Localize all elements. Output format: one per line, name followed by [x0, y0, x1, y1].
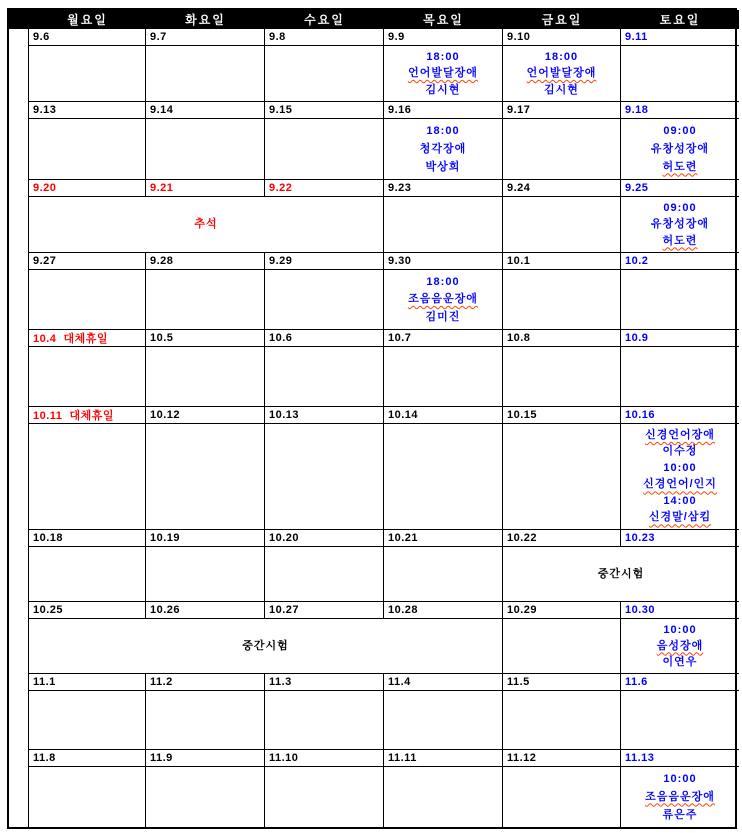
event-cell-empty[interactable] [265, 424, 384, 530]
date-cell[interactable] [265, 102, 384, 119]
date-cell[interactable] [503, 29, 621, 46]
event-cell-empty[interactable] [146, 547, 265, 602]
event-cell-class[interactable] [384, 270, 503, 330]
date-label: 10.25 [33, 604, 64, 616]
date-label: 10.5 [150, 332, 174, 344]
date-cell[interactable] [503, 530, 621, 547]
event-cell-empty[interactable] [146, 767, 265, 827]
date-label: 9.9 [388, 31, 405, 43]
date-cell[interactable] [29, 674, 146, 691]
date-cell[interactable] [503, 180, 621, 197]
header-day-monday: 월요일 [29, 10, 146, 29]
date-label: 9.29 [269, 255, 293, 267]
date-label: 10.19 [150, 532, 181, 544]
event-line: 18:00 [426, 275, 460, 288]
date-cell[interactable] [384, 750, 503, 767]
date-cell[interactable] [384, 602, 503, 619]
date-label: 9.20 [33, 182, 57, 194]
header-day-tuesday: 화요일 [146, 10, 265, 29]
date-cell[interactable] [384, 253, 503, 270]
date-label: 11.5 [507, 676, 530, 688]
date-label: 10.13 [269, 409, 300, 421]
date-label: 9.11 [625, 31, 648, 43]
date-label: 9.16 [388, 104, 412, 116]
date-cell[interactable] [146, 530, 265, 547]
date-cell[interactable] [384, 29, 503, 46]
date-label: 11.13 [625, 752, 655, 764]
date-cell[interactable] [384, 180, 503, 197]
date-label: 11.10 [269, 752, 299, 764]
event-line: 청각장애 [419, 142, 467, 155]
event-cell-empty[interactable] [503, 119, 621, 180]
date-cell[interactable] [29, 102, 146, 119]
date-cell[interactable] [503, 674, 621, 691]
date-cell[interactable] [503, 102, 621, 119]
event-cell-class[interactable] [621, 119, 739, 180]
date-cell[interactable] [265, 330, 384, 347]
event-cell-empty[interactable] [503, 619, 621, 674]
date-label: 9.30 [388, 255, 412, 267]
event-cell-empty[interactable] [29, 46, 146, 102]
date-label: 9.6 [33, 31, 50, 43]
event-cell-empty[interactable] [265, 691, 384, 750]
date-cell[interactable] [503, 602, 621, 619]
date-cell[interactable] [503, 407, 621, 424]
date-label: 10.2 [625, 255, 649, 267]
date-label: 9.21 [150, 182, 174, 194]
date-cell[interactable] [146, 750, 265, 767]
date-cell[interactable] [503, 253, 621, 270]
date-cell[interactable] [621, 330, 739, 347]
date-cell[interactable] [146, 29, 265, 46]
date-label: 10.4 대체휴일 [33, 333, 109, 345]
event-cell-class[interactable] [621, 767, 739, 827]
date-label: 9.25 [625, 182, 649, 194]
event-cell-empty[interactable] [384, 767, 503, 827]
event-cell-empty[interactable] [503, 347, 621, 407]
date-label: 10.12 [150, 409, 181, 421]
event-line: 조음음운장애 [408, 293, 478, 306]
event-cell-empty[interactable] [503, 767, 621, 827]
date-cell[interactable] [29, 530, 146, 547]
event-line: 14:00 [663, 494, 697, 507]
date-label: 10.22 [507, 532, 538, 544]
event-cell-empty[interactable] [146, 46, 265, 102]
event-cell-empty[interactable] [146, 119, 265, 180]
event-line: 유창성장애 [650, 142, 710, 155]
date-label: 11.1 [33, 676, 56, 688]
date-label: 9.14 [150, 104, 174, 116]
date-cell[interactable] [29, 180, 146, 197]
date-cell[interactable] [384, 407, 503, 424]
date-label: 9.18 [625, 104, 649, 116]
date-label: 11.3 [269, 676, 292, 688]
date-cell[interactable] [265, 602, 384, 619]
date-cell[interactable] [29, 602, 146, 619]
date-label: 9.22 [269, 182, 293, 194]
date-cell[interactable] [621, 253, 739, 270]
date-cell[interactable] [265, 674, 384, 691]
date-cell[interactable] [384, 102, 503, 119]
event-cell-empty[interactable] [29, 424, 146, 530]
event-cell-empty[interactable] [265, 347, 384, 407]
event-cell-exam[interactable] [503, 547, 739, 602]
date-label: 10.6 [269, 332, 293, 344]
event-cell-empty[interactable] [29, 347, 146, 407]
date-label: 9.27 [33, 255, 57, 267]
date-label: 10.9 [625, 332, 649, 344]
event-line: 김시현 [544, 83, 579, 96]
event-line: 추석 [194, 218, 218, 231]
event-line: 10:00 [663, 461, 697, 474]
date-label: 10.15 [507, 409, 538, 421]
date-label: 10.28 [388, 604, 419, 616]
date-label: 9.8 [269, 31, 286, 43]
event-cell-empty[interactable] [265, 46, 384, 102]
date-label: 10.30 [625, 604, 656, 616]
header-day-friday: 금요일 [503, 10, 621, 29]
date-cell[interactable] [621, 180, 739, 197]
date-cell[interactable] [621, 102, 739, 119]
date-label: 10.14 [388, 409, 419, 421]
date-cell[interactable] [29, 750, 146, 767]
event-cell-class[interactable] [621, 197, 739, 253]
event-line: 10:00 [663, 623, 697, 636]
date-label: 10.16 [625, 409, 656, 421]
event-line: 09:00 [663, 124, 697, 137]
date-label: 11.2 [150, 676, 173, 688]
header-day-wednesday: 수요일 [265, 10, 384, 29]
event-line: 18:00 [426, 50, 460, 63]
date-cell[interactable] [265, 750, 384, 767]
event-line: 유창성장애 [650, 218, 710, 231]
date-cell[interactable] [503, 750, 621, 767]
event-cell-empty[interactable] [265, 270, 384, 330]
event-line: 허도련 [662, 234, 698, 247]
event-cell-empty[interactable] [384, 197, 503, 253]
date-label: 10.20 [269, 532, 300, 544]
date-cell[interactable] [265, 530, 384, 547]
event-cell-class[interactable] [384, 119, 503, 180]
date-label: 9.23 [388, 182, 412, 194]
date-label: 11.9 [150, 752, 173, 764]
event-line: 조음음운장애 [645, 790, 715, 803]
date-cell[interactable] [621, 674, 739, 691]
date-label: 11.8 [33, 752, 56, 764]
event-cell-empty[interactable] [146, 347, 265, 407]
date-cell[interactable] [146, 602, 265, 619]
date-label: 9.13 [33, 104, 57, 116]
date-label: 9.15 [269, 104, 293, 116]
event-cell-class[interactable] [621, 424, 739, 530]
event-cell-empty[interactable] [29, 270, 146, 330]
date-cell[interactable] [146, 674, 265, 691]
date-label: 10.8 [507, 332, 531, 344]
event-cell-empty[interactable] [621, 46, 739, 102]
left-gutter-column [9, 29, 29, 827]
event-line: 음성장애 [656, 639, 704, 652]
event-line: 10:00 [663, 772, 697, 785]
date-label: 9.10 [507, 31, 531, 43]
event-cell-class[interactable] [621, 619, 739, 674]
event-line: 허도련 [662, 160, 698, 173]
event-cell-empty[interactable] [621, 270, 739, 330]
date-cell[interactable] [146, 180, 265, 197]
event-line: 김미진 [425, 310, 461, 323]
event-cell-empty[interactable] [265, 119, 384, 180]
date-cell[interactable] [265, 407, 384, 424]
event-cell-empty[interactable] [384, 424, 503, 530]
event-cell-exam[interactable] [29, 619, 503, 674]
event-cell-empty[interactable] [621, 691, 739, 750]
date-cell[interactable] [265, 180, 384, 197]
date-label: 10.26 [150, 604, 181, 616]
event-cell-empty[interactable] [503, 197, 621, 253]
event-line: 김시현 [425, 83, 461, 96]
date-label: 11.4 [388, 676, 411, 688]
date-cell[interactable] [146, 102, 265, 119]
event-cell-empty[interactable] [146, 424, 265, 530]
event-line: 언어발달장애 [526, 67, 597, 80]
event-cell-empty[interactable] [384, 547, 503, 602]
date-label: 9.28 [150, 255, 174, 267]
date-cell[interactable] [621, 407, 739, 424]
date-label: 10.11 대체휴일 [33, 410, 115, 422]
date-label: 10.18 [33, 532, 64, 544]
event-line: 박상희 [425, 160, 461, 173]
event-line: 09:00 [663, 201, 697, 214]
date-cell[interactable] [621, 750, 739, 767]
header-corner-cell [9, 10, 29, 29]
event-line: 18:00 [544, 50, 579, 63]
event-cell-empty[interactable] [29, 119, 146, 180]
event-cell-empty[interactable] [384, 347, 503, 407]
event-cell-empty[interactable] [265, 547, 384, 602]
event-cell-empty[interactable] [146, 691, 265, 750]
event-cell-empty[interactable] [146, 270, 265, 330]
event-line: 중간시험 [242, 639, 289, 652]
date-cell[interactable] [265, 253, 384, 270]
event-cell-empty[interactable] [503, 424, 621, 530]
date-cell[interactable] [384, 530, 503, 547]
date-cell[interactable] [384, 674, 503, 691]
event-line: 신경언어/인지 [643, 478, 717, 491]
date-cell[interactable] [621, 29, 739, 46]
date-label: 10.7 [388, 332, 412, 344]
date-label: 10.21 [388, 532, 419, 544]
event-cell-empty[interactable] [621, 347, 739, 407]
date-label: 9.17 [507, 104, 531, 116]
date-cell[interactable] [621, 530, 739, 547]
event-cell-empty[interactable] [29, 547, 146, 602]
event-line: 언어발달장애 [408, 67, 478, 80]
schedule-calendar-table [7, 8, 737, 829]
date-cell[interactable] [29, 29, 146, 46]
date-cell[interactable] [146, 407, 265, 424]
date-label: 10.1 [507, 255, 531, 267]
date-cell[interactable] [29, 330, 146, 347]
event-line: 류은주 [662, 808, 698, 821]
date-cell[interactable] [503, 330, 621, 347]
event-cell-class[interactable] [384, 46, 503, 102]
date-label: 9.7 [150, 31, 167, 43]
date-label: 11.11 [388, 752, 417, 764]
date-label: 9.24 [507, 182, 531, 194]
date-label: 10.29 [507, 604, 538, 616]
date-cell[interactable] [29, 253, 146, 270]
event-line: 이연우 [662, 655, 698, 668]
event-line: 18:00 [426, 124, 460, 137]
event-line: 신경말/삼킴 [648, 511, 712, 524]
event-cell-holiday[interactable] [29, 197, 384, 253]
event-cell-empty[interactable] [503, 270, 621, 330]
event-cell-empty[interactable] [29, 691, 146, 750]
header-day-saturday: 토요일 [621, 10, 739, 29]
header-day-thursday: 목요일 [384, 10, 503, 29]
date-label: 11.6 [625, 676, 648, 688]
event-cell-empty[interactable] [503, 691, 621, 750]
event-cell-empty[interactable] [265, 767, 384, 827]
event-line: 중간시험 [597, 567, 645, 580]
date-label: 10.23 [625, 532, 656, 544]
date-cell[interactable] [146, 253, 265, 270]
event-line: 신경언어장애 [645, 428, 715, 441]
date-cell[interactable] [384, 330, 503, 347]
event-cell-empty[interactable] [384, 691, 503, 750]
date-cell[interactable] [621, 602, 739, 619]
event-line: 이수정 [662, 445, 698, 458]
date-label: 10.27 [269, 604, 300, 616]
date-cell[interactable] [29, 407, 146, 424]
event-cell-empty[interactable] [29, 767, 146, 827]
date-cell[interactable] [265, 29, 384, 46]
event-cell-class[interactable] [503, 46, 621, 102]
date-label: 11.12 [507, 752, 537, 764]
date-cell[interactable] [146, 330, 265, 347]
